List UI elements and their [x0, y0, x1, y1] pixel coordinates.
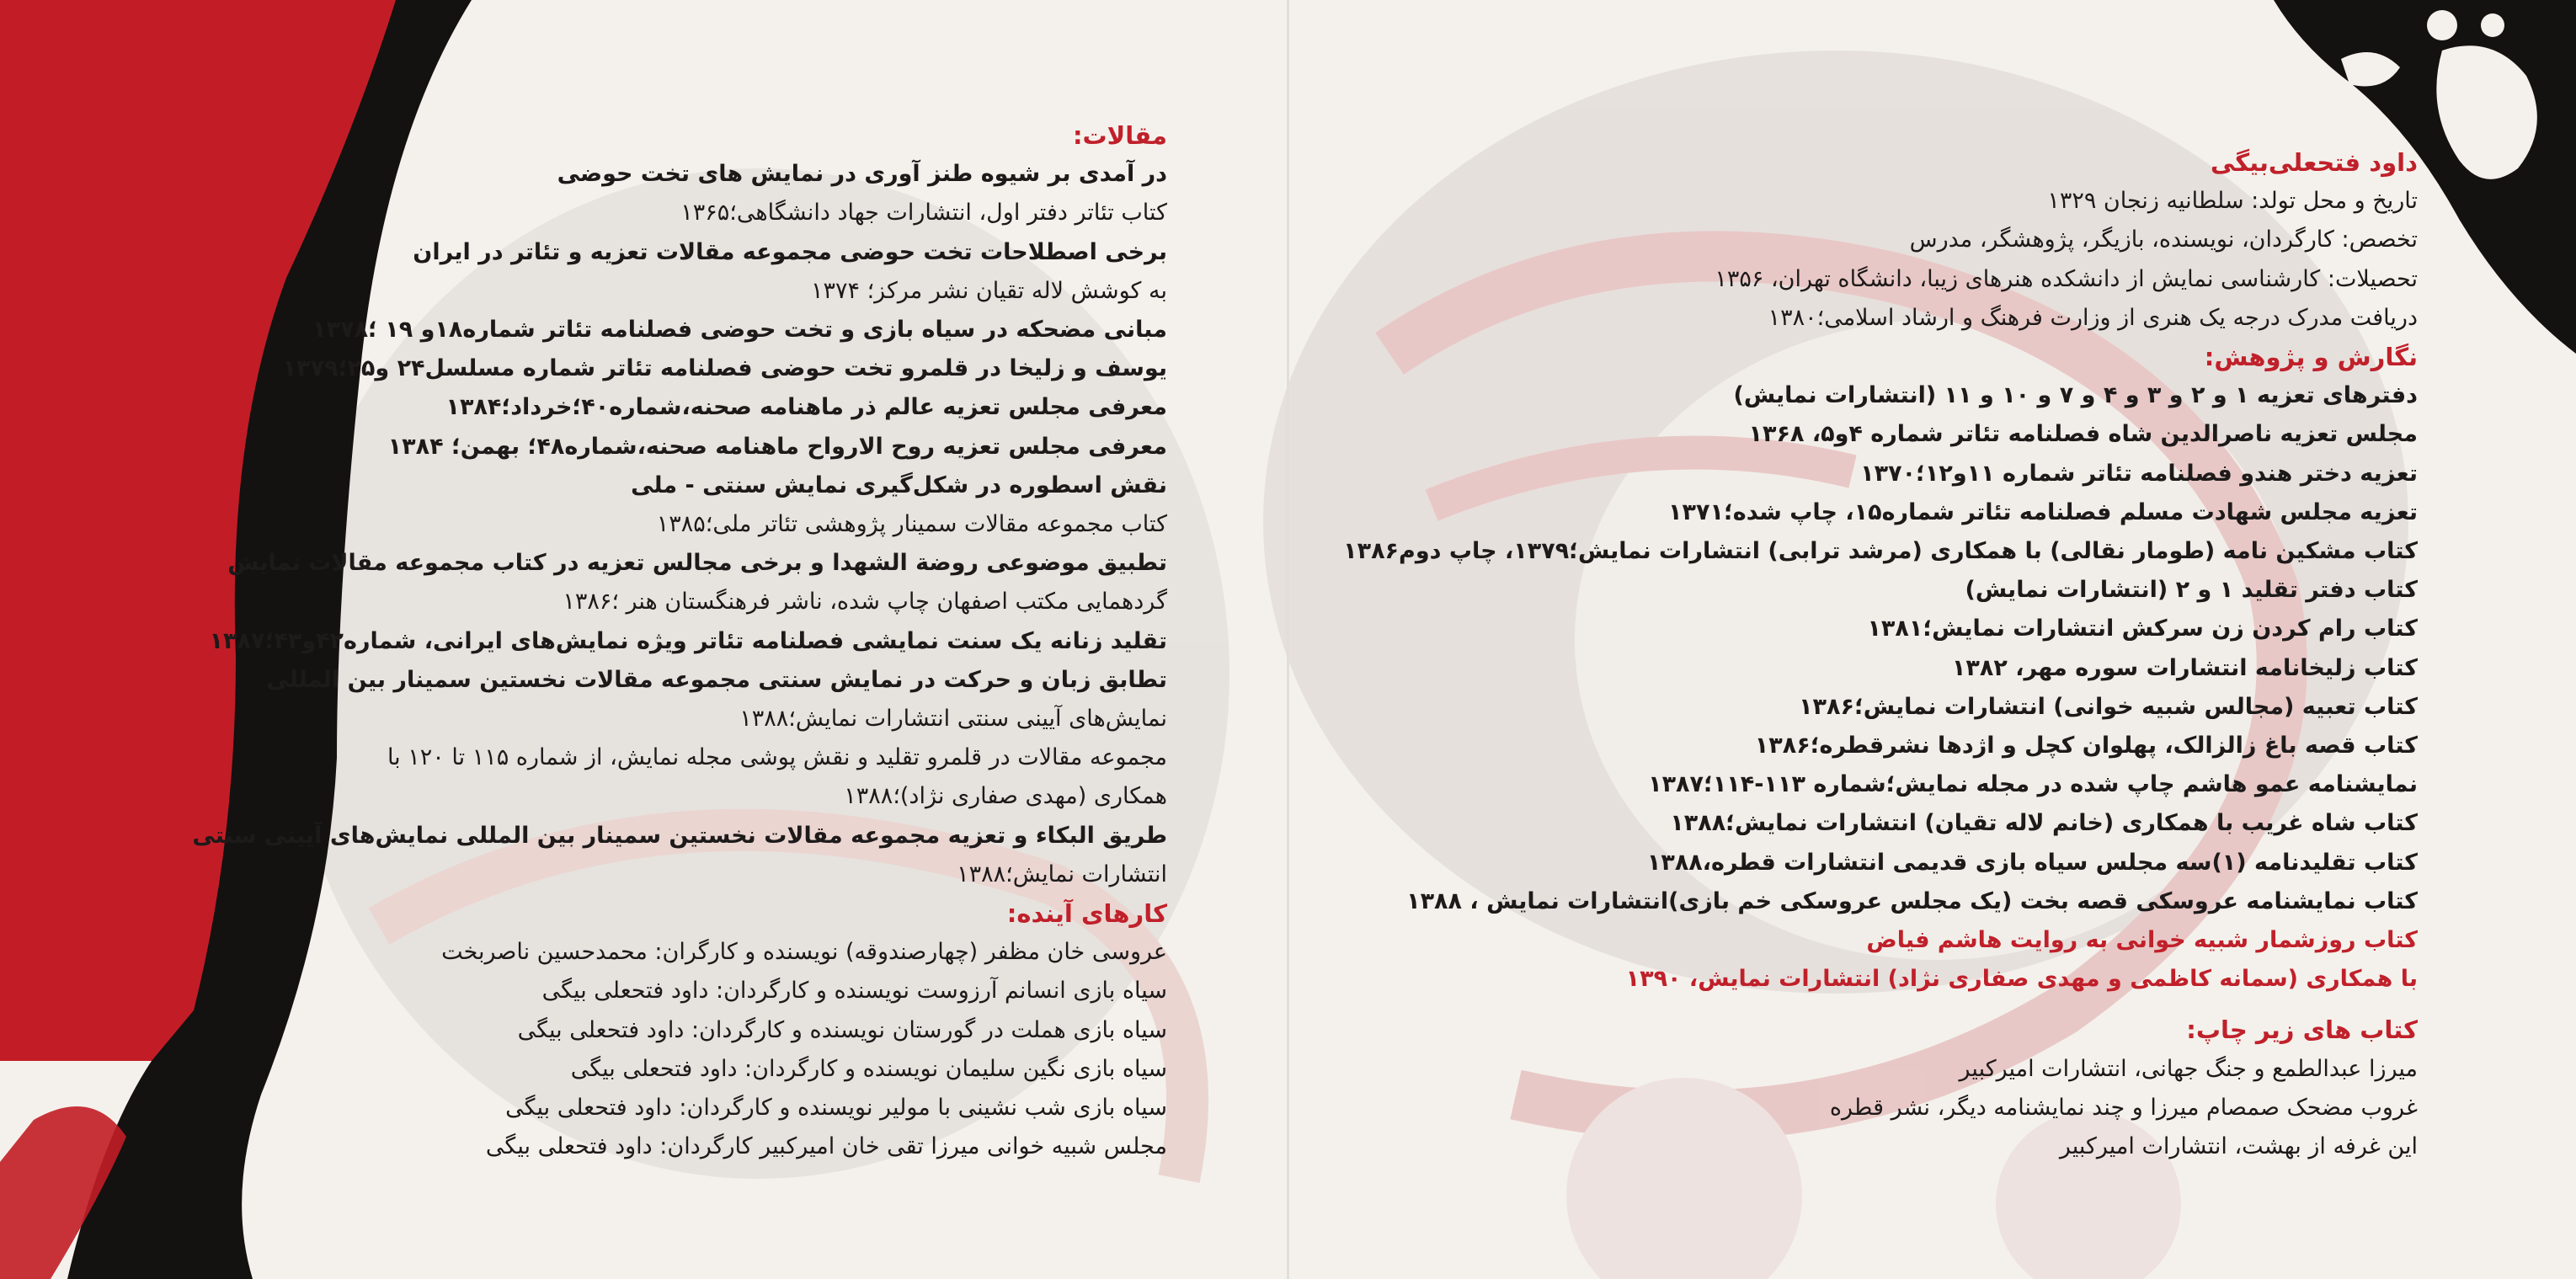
writing-line: کتاب زلیخانامه انتشارات سوره مهر، ۱۳۸۲ — [1951, 654, 2418, 681]
writing-line: تعزیه مجلس شهادت مسلم فصلنامه تئاتر شماره۱۵، چاپ شده؛۱۳۷۱ — [1668, 498, 2418, 525]
article-line: کتاب مجموعه مقالات سمینار پژوهشی تئاتر ملی؛۱۳۸۵ — [656, 511, 1167, 538]
future-work-line: مجلس شبیه خوانی میرزا تقی خان امیرکبیر کارگردان: داود فتحعلی بیگی — [485, 1133, 1167, 1160]
article-line: کتاب تئاتر دفتر اول، انتشارات جهاد دانشگاهی؛۱۳۶۵ — [680, 200, 1167, 226]
writing-line: کتاب مشکین نامه (طومار نقالی) با همکاری (مرشد ترابی) انتشارات نمایش؛۱۳۷۹، چاپ دوم۱۳۸۶ — [1343, 538, 2418, 565]
author-name-heading: داود فتحعلی‌بیگی — [2210, 148, 2418, 177]
article-line: تطبیق موضوعی روضة الشهدا و برخی مجالس تعزیه در کتاب مجموعه مقالات نمایش — [227, 550, 1167, 577]
writing-line: کتاب تعبیه (مجالس شبیه خوانی) انتشارات نمایش؛۱۳۸۶ — [1799, 693, 2418, 720]
article-line: معرفی مجلس تعزیه روح الارواح ماهنامه صحنه،شماره۴۸؛ بهمن؛ ۱۳۸۴ — [387, 433, 1167, 460]
bio-line: تاریخ و محل تولد: سلطانیه زنجان ۱۳۲۹ — [2047, 188, 2418, 215]
article-line: برخی اصطلاحات تخت حوضی مجموعه مقالات تعزیه و تئاتر در ایران — [413, 238, 1167, 265]
future-work-line: عروسی خان مظفر (چهارصندوقه) نویسنده و کارگران: محمدحسین ناصربخت — [441, 939, 1167, 966]
article-line: همکاری (مهدی صفاری نژاد)؛۱۳۸۸ — [844, 783, 1167, 810]
bio-line: دریافت مدرک درجه یک هنری از وزارت فرهنگ و ارشاد اسلامی؛۱۳۸۰ — [1768, 304, 2418, 331]
writing-line: نمایشنامه عمو هاشم چاپ شده در مجله نمایش؛شماره ۱۱۳-۱۱۴؛۱۳۸۷ — [1648, 771, 2418, 798]
writing-line: کتاب قصه باغ زالزالک، پهلوان کچل و اژدها نشرقطره؛۱۳۸۶ — [1754, 733, 2418, 759]
article-line: انتشارات نمایش؛۱۳۸۸ — [957, 861, 1167, 887]
article-line: تطابق زبان و حرکت در نمایش سنتی مجموعه مقالات نخستین سمینار بین المللی — [266, 666, 1167, 693]
article-line: مجموعه مقالات در قلمرو تقلید و نقش پوشی مجله نمایش، از شماره ۱۱۵ تا ۱۲۰ با — [387, 744, 1167, 771]
left-page-column — [192, 116, 1167, 1166]
forthcoming-books-list — [1323, 1050, 2418, 1167]
bio-list — [1323, 182, 2418, 338]
bio-line: تخصص: کارگردان، نویسنده، بازیگر، پژوهشگر، مدرس — [1909, 226, 2418, 253]
future-works-heading: کارهای آینده: — [1006, 899, 1167, 929]
writing-line: کتاب دفتر تقلید ۱ و ۲ (انتشارات نمایش) — [1965, 577, 2418, 604]
forthcoming-books-heading: کتاب های زیر چاپ: — [2186, 1015, 2418, 1045]
articles-heading: مقالات: — [1072, 121, 1167, 150]
article-line: نمایش‌های آیینی سنتی انتشارات نمایش؛۱۳۸۸ — [739, 706, 1167, 733]
writing-line: کتاب تقلیدنامه (۱)سه مجلس سیاه بازی قدیمی انتشارات قطره،۱۳۸۸ — [1646, 849, 2418, 876]
writing-line: کتاب نمایشنامه عروسکی قصه بخت (یک مجلس عروسکی خم بازی)انتشارات نمایش ، ۱۳۸۸ — [1406, 887, 2418, 914]
future-work-line: سیاه بازی انسانم آرزوست نویسنده و کارگردان: داود فتحعلی بیگی — [541, 978, 1167, 1005]
future-work-line: سیاه بازی نگین سلیمان نویسنده و کارگردان: داود فتحعلی بیگی — [570, 1055, 1167, 1082]
forthcoming-book-line: میرزا عبدالطمع و جنگ جهانی، انتشارات امیرکبیر — [1959, 1055, 2418, 1082]
bio-line: تحصیلات: کارشناسی نمایش از دانشکده هنرهای زیبا، دانشگاه تهران، ۱۳۵۶ — [1715, 265, 2418, 292]
article-line: مبانی مضحکه در سیاه بازی و تخت حوضی فصلنامه تئاتر شماره۱۸و ۱۹ ؛۱۳۷۸ — [312, 317, 1167, 344]
writing-line: تعزیه دختر هندو فصلنامه تئاتر شماره ۱۱و۱۲؛۱۳۷۰ — [1860, 460, 2418, 487]
articles-list — [192, 155, 1167, 894]
future-works-list — [258, 933, 1167, 1166]
article-line: در آمدی بر شیوه طنز آوری در نمایش های تخت حوضی — [557, 161, 1167, 188]
future-work-line: سیاه بازی شب نشینی با مولیر نویسنده و کارگردان: داود فتحعلی بیگی — [505, 1095, 1167, 1122]
future-work-line: سیاه بازی هملت در گورستان نویسنده و کارگردان: داود فتحعلی بیگی — [517, 1016, 1167, 1043]
article-line: به کوشش لاله تقیان نشر مرکز؛ ۱۳۷۴ — [810, 277, 1167, 304]
article-line: نقش اسطوره در شکل‌گیری نمایش سنتی - ملی — [631, 472, 1167, 498]
writing-line: مجلس تعزیه ناصرالدین شاه فصلنامه تئاتر شماره ۴و۵، ۱۳۶۸ — [1748, 421, 2418, 448]
writing-research-heading: نگارش و پژوهش: — [2204, 343, 2418, 372]
article-line: تقلید زنانه یک سنت نمایشی فصلنامه تئاتر ویژه نمایش‌های ایرانی، شماره۴۲و۴۳؛۱۳۸۷ — [209, 627, 1167, 654]
writing-line-highlight: کتاب روزشمار شبیه خوانی به روایت هاشم فیاض — [1866, 927, 2418, 954]
writing-line: کتاب شاه غریب با همکاری (خانم لاله تقیان) انتشارات نمایش؛۱۳۸۸ — [1670, 810, 2418, 837]
article-line: گردهمایی مکتب اصفهان چاپ شده، ناشر فرهنگستان هنر ؛۱۳۸۶ — [563, 589, 1167, 616]
article-line: یوسف و زلیخا در قلمرو تخت حوضی فصلنامه تئاتر شماره مسلسل۲۴ و۲۵؛۱۳۷۹ — [282, 355, 1167, 382]
article-line: طریق البکاء و تعزیه مجموعه مقالات نخستین سمینار بین المللی نمایش‌های آیینی سنتی — [192, 822, 1167, 849]
forthcoming-book-line: این غرفه از بهشت، انتشارات امیرکبیر — [2059, 1133, 2418, 1160]
writing-line-highlight: با همکاری (سمانه کاظمی و مهدی صفاری نژاد) انتشارات نمایش، ۱۳۹۰ — [1625, 966, 2418, 993]
writing-list — [1323, 376, 2418, 999]
right-page-column — [1323, 143, 2418, 1166]
writing-line: کتاب رام کردن زن سرکش انتشارات نمایش؛۱۳۸۱ — [1867, 616, 2418, 642]
writing-line: دفترهای تعزیه ۱ و ۲ و ۳ و ۴ و ۷ و ۱۰ و ۱۱ (انتشارات نمایش) — [1733, 382, 2418, 409]
forthcoming-book-line: غروب مضحک صمصام میرزا و چند نمایشنامه دیگر، نشر قطره — [1829, 1094, 2418, 1121]
center-fold — [1287, 0, 1289, 1279]
article-line: معرفی مجلس تعزیه عالم ذر ماهنامه صحنه،شماره۴۰؛خرداد؛۱۳۸۴ — [445, 394, 1167, 421]
